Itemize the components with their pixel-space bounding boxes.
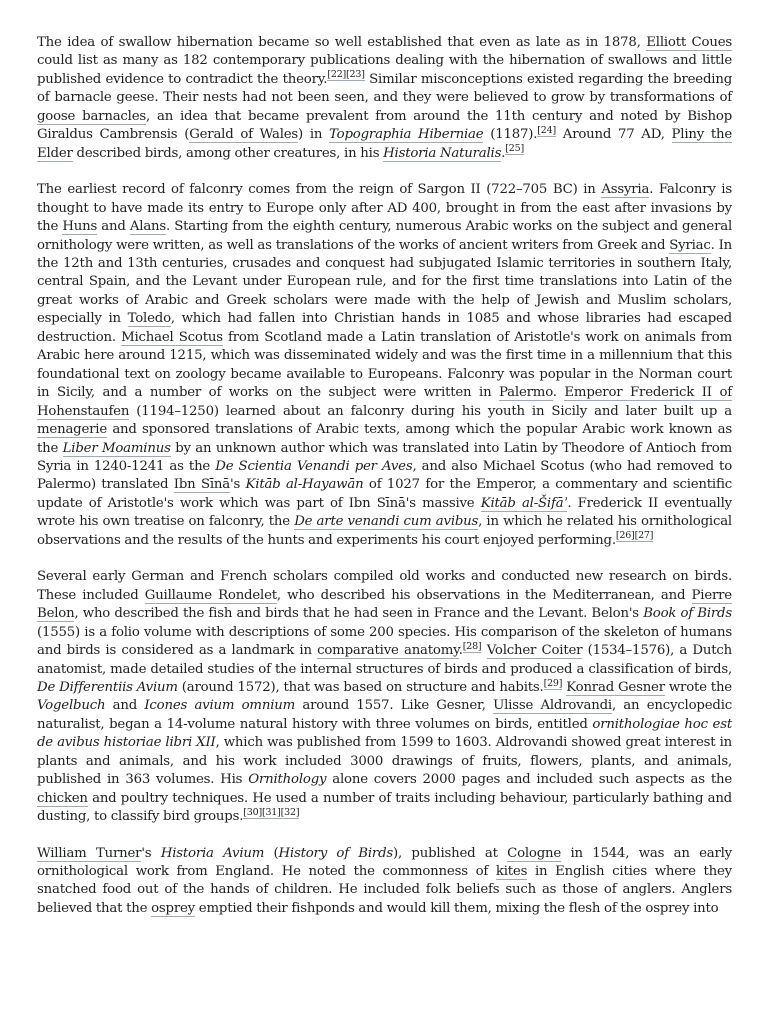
paragraph-swallow-hibernation — [37, 34, 732, 163]
link-ulisse-aldrovandi[interactable]: Ulisse Aldrovandi — [493, 698, 612, 714]
citation-link-32[interactable]: [32] — [280, 806, 300, 818]
italic-title-ornithologiae-hoc-est-de-avibus-historiae-libri-xii: ornithologiae hoc est de avibus historiae libri XII — [37, 716, 732, 751]
link-topographia-hiberniae[interactable]: Topographia Hiberniae — [329, 127, 484, 143]
text-run: 's — [141, 845, 161, 861]
link-historia-naturalis[interactable]: Historia Naturalis — [383, 145, 502, 161]
link-comparative-anatomy[interactable]: comparative anatomy — [317, 643, 459, 659]
link-guillaume-rondelet[interactable]: Guillaume Rondelet — [144, 587, 277, 603]
link-goose-barnacles[interactable]: goose barnacles — [37, 108, 147, 124]
link-menagerie[interactable]: menagerie — [37, 422, 108, 438]
paragraph-william-turner — [37, 845, 732, 919]
link-chicken[interactable]: chicken — [37, 790, 88, 806]
link-alans[interactable]: Alans — [129, 219, 167, 235]
link-assyria[interactable]: Assyria — [601, 182, 650, 198]
text-run: . In the 12th and 13th centuries, crusades and conquest had subjugated Islamic territories in southern Italy, central Spain, and the Levant under European rule, and for the first time translations into Latin of the great works of Arabic and Greek scholars were made with the help of Jewish and Muslim scholars, especially in — [37, 237, 732, 327]
link-de-arte-venandi-cum-avibus[interactable]: De arte venandi cum avibus — [294, 514, 479, 530]
citation-link-25[interactable]: [25] — [505, 143, 524, 155]
link-toledo[interactable]: Toledo — [127, 311, 171, 327]
italic-title-vogelbuch: Vogelbuch — [37, 698, 106, 714]
text-run: could list as many as 182 contemporary publications dealing with the hibernation of swallows and little published evidence to contradict the theory. — [37, 53, 732, 87]
citation-superscript — [505, 143, 524, 155]
text-run: by an unknown author which was translated into Latin by Theodore of Antioch from Syria in 1240-1241 as the — [37, 440, 732, 474]
link-william-turner[interactable]: William Turner — [37, 845, 142, 861]
citation-superscript — [243, 807, 262, 819]
link-emperor-frederick-ii-of-hohenstaufen[interactable]: Emperor Frederick II of Hohenstaufen — [37, 385, 732, 419]
text-run: . — [458, 643, 463, 659]
text-run: and sponsored translations of Arabic texts, among which the popular Arabic work known as the — [37, 422, 732, 456]
text-run: described birds, among other creatures, in his — [72, 145, 384, 161]
text-run: , who described his observations in the Mediterranean, and — [276, 587, 692, 603]
text-run: ), published at — [393, 845, 508, 861]
citation-superscript — [544, 678, 563, 690]
text-run: and — [97, 219, 130, 235]
italic-title-de-differentiis-avium: De Differentiis Avium — [37, 679, 178, 695]
text-run: , in which he related his ornithological observations and the results of the hunts and experiments his court enjoyed performing. — [37, 514, 732, 548]
text-run: . — [552, 385, 565, 401]
paragraph-falconry — [37, 181, 732, 550]
text-run: in English cities where they snatched food out of the hands of children. He included folk beliefs such as those of anglers. Anglers believed that the — [37, 864, 732, 916]
text-run: ) in — [298, 127, 330, 143]
citation-link-23[interactable]: [23] — [346, 69, 365, 81]
text-run: 's — [230, 477, 246, 493]
link-pierre-belon[interactable]: Pierre Belon — [37, 587, 732, 622]
text-run: (around 1572), that was based on structure and habits. — [177, 679, 544, 695]
citation-link-31[interactable]: [31] — [261, 806, 281, 818]
text-run: in 1544, was an early ornithological work from England. He noted the commonness of — [37, 845, 732, 880]
link-ibn-sina[interactable]: Ibn Sīnā — [173, 477, 230, 493]
text-run: . — [501, 145, 506, 161]
text-run: . Frederick II eventually wrote his own treatise on falconry, the — [37, 495, 732, 530]
text-run: . Falconry is thought to have made its entry to Europe only after AD 400, brought in from the east after invasions by the — [37, 182, 732, 235]
text-run: ( — [264, 845, 279, 861]
link-syriac[interactable]: Syriac — [669, 237, 711, 253]
link-konrad-gesner[interactable]: Konrad Gesner — [566, 679, 665, 695]
text-run: , which was published from 1599 to 1603. Aldrovandi showed great interest in plants and animals, and his work included 3000 drawings of fruits, flowers, plants, and animals, published in 363 volumes. His — [37, 735, 732, 788]
link-pliny-the-elder[interactable]: Pliny the Elder — [37, 127, 733, 161]
citation-superscript — [262, 807, 281, 819]
text-run: (1534–1576), a Dutch anatomist, made detailed studies of the internal structures of birds and produced a classification of birds, — [37, 643, 732, 677]
link-liber-moaminus[interactable]: Liber Moaminus — [62, 440, 171, 456]
citation-superscript — [616, 530, 635, 542]
text-run: wrote the — [664, 679, 732, 695]
citation-link-26[interactable]: [26] — [615, 530, 635, 542]
text-run: , which had fallen into Christian hands in 1085 and whose libraries had escaped destruction. — [37, 311, 732, 345]
italic-title-ornithology: Ornithology — [248, 772, 327, 788]
text-run: alone covers 2000 pages and included such aspects as the — [326, 772, 732, 788]
link-osprey[interactable]: osprey — [151, 900, 195, 916]
text-run: (1555) is a folio volume with descriptions of some 200 species. His comparison of the skeleton of humans and birds is considered as a landmark in — [37, 624, 732, 659]
paragraph-early-scholars — [37, 568, 732, 826]
link-huns[interactable]: Huns — [62, 219, 98, 235]
italic-title-de-scientia-venandi-per-aves: De Scientia Venandi per Aves — [215, 458, 413, 474]
text-run — [481, 643, 486, 658]
citation-link-22[interactable]: [22] — [327, 69, 347, 81]
text-run: of 1027 for the Emperor, a commentary and scientific update of Aristotle's work which was part of Ibn Sīnā's massive — [37, 477, 732, 511]
italic-title-icones-avium-omnium: Icones avium omnium — [144, 698, 296, 714]
link-cologne[interactable]: Cologne — [507, 845, 562, 861]
citation-superscript — [327, 69, 346, 81]
text-run: , who described the fish and birds that he had seen in France and the Levant. Belon's — [74, 606, 644, 622]
citation-link-30[interactable]: [30] — [243, 806, 262, 818]
text-run: and poultry techniques. He used a number of traits including behaviour, particularly bathing and dusting, to classify bird groups. — [37, 790, 732, 825]
text-run: , and also Michael Scotus (who had removed to Palermo) translated — [37, 458, 732, 493]
link-gerald-of-wales[interactable]: Gerald of Wales — [189, 127, 299, 143]
italic-title-book-of-birds: Book of Birds — [643, 606, 732, 622]
italic-title-kitab-al-hayawan: Kitāb al-Hayawān — [245, 477, 364, 493]
link-kites[interactable]: kites — [495, 864, 528, 880]
text-run: The earliest record of falconry comes from the reign of Sargon II (722–705 BC) in — [37, 182, 602, 198]
citation-link-24[interactable]: [24] — [537, 124, 556, 136]
link-palermo[interactable]: Palermo — [499, 385, 553, 401]
italic-title-historia-avium: Historia Avium — [160, 845, 265, 861]
citation-link-29[interactable]: [29] — [543, 677, 563, 689]
citation-superscript — [346, 69, 365, 81]
text-run: (1194–1250) learned about an falconry during his youth in Sicily and later built up a — [129, 403, 732, 419]
text-run: emptied their fishponds and would kill them, mixing the flesh of the osprey into — [194, 900, 719, 916]
text-run: around 1557. Like Gesner, — [295, 698, 494, 714]
italic-title-history-of-birds: History of Birds — [278, 845, 394, 861]
link-elliott-coues[interactable]: Elliott Coues — [646, 35, 732, 50]
text-run: The idea of swallow hibernation became so well established that even as late as in 1878, — [37, 35, 647, 50]
citation-link-27[interactable]: [27] — [634, 530, 654, 542]
citation-superscript — [635, 530, 654, 542]
text-run: and — [105, 698, 145, 714]
text-run: Several early German and French scholars compiled old works and conducted new research on birds. These included — [37, 569, 732, 603]
text-run: , an idea that became prevalent from around the 11th century and noted by Bishop Giraldus Cambrensis ( — [37, 108, 732, 143]
citation-link-28[interactable]: [28] — [462, 640, 482, 652]
citation-superscript — [281, 807, 300, 819]
link-kitab-al-sifa[interactable]: Kitāb al-Šifāʾ — [480, 495, 568, 511]
citation-superscript — [537, 125, 556, 137]
text-run: , an encyclopedic naturalist, began a 14-volume natural history with three volumes on birds, entitled — [37, 698, 732, 732]
link-michael-scotus[interactable]: Michael Scotus — [121, 329, 223, 345]
citation-superscript — [463, 641, 482, 653]
link-volcher-coiter[interactable]: Volcher Coiter — [486, 643, 583, 659]
text-run: Similar misconceptions existed regarding the breeding of barnacle geese. Their nests had not been seen, and they were believed to grow by transformations of — [37, 71, 733, 106]
text-run: . Starting from the eighth century, numerous Arabic works on the subject and general ornithology were written, as well as translations of the works of ancient writers from Greek and — [37, 219, 733, 253]
text-run: (1187). — [483, 127, 538, 143]
text-run: Around 77 AD, — [556, 127, 672, 143]
text-run: from Scotland made a Latin translation of Aristotle's work on animals from Arabic here around 1215, which was disseminated widely and was the first time in a millennium that this foundational text on zoology became available to Europeans. Falconry was popular in the Norman court in Sicily, and a number of works on the subject were written in — [37, 329, 732, 401]
